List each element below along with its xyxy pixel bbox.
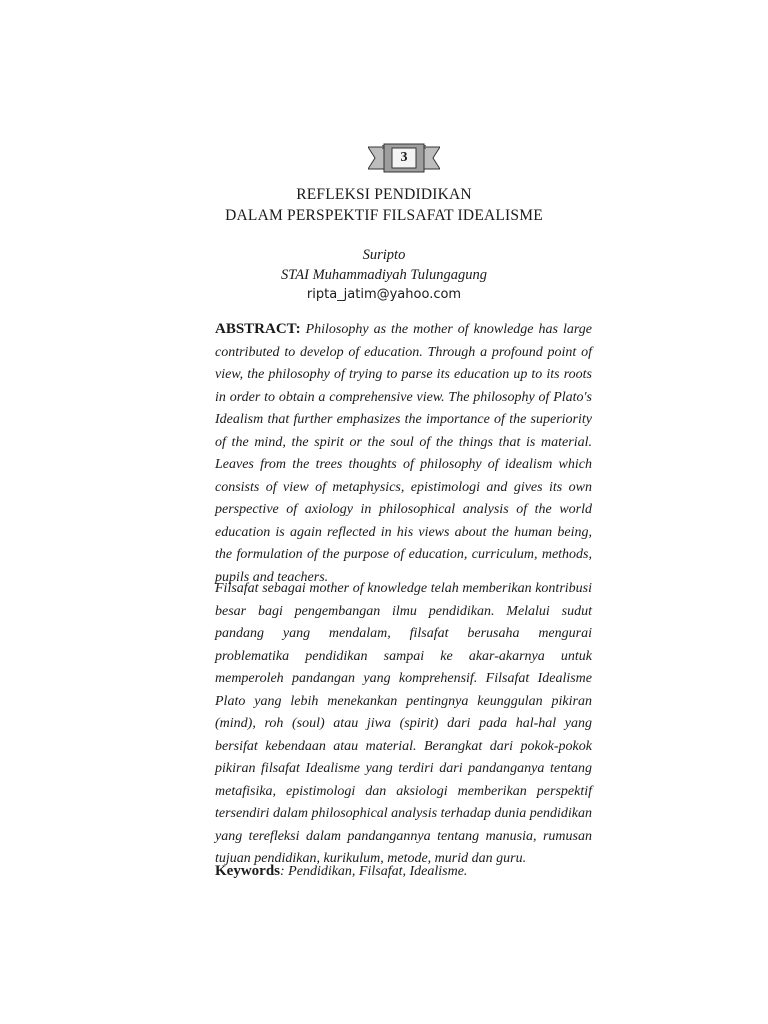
abstract-indonesian	[215, 578, 592, 871]
paper-title	[0, 184, 768, 226]
abstract-indonesian-text: Filsafat sebagai mother of knowledge telah memberikan kontribusi besar bagi pengembangan ilmu pendidikan. Melalui sudut pandang yang mendalam, filsafat berusaha mengurai problematika pendidikan sampai ke akar-akarnya untuk memperoleh pandangan yang komprehensif. Filsafat Idealisme Plato yang lebih menekankan pentingnya keunggulan pikiran (mind), roh (soul) atau jiwa (spirit) dari pada hal-hal yang bersifat kebendaan atau material. Berangkat dari pokok-pokok pikiran filsafat Idealisme yang terdiri dari pandanganya tentang metafisika, epistimologi dan aksiologi memberikan perspektif tersendiri dalam philosophical analysis terhadap dunia pendidikan yang terefleksi dalam pandangannya tentang manusia, rumusan tujuan pendidikan, kurikulum, metode, murid dan guru.	[215, 581, 592, 866]
title-line-2: DALAM PERSPEKTIF FILSAFAT IDEALISME	[225, 207, 543, 224]
abstract-english-text: Philosophy as the mother of knowledge has large contributed to develop of education. Through a profound point of view, the philosophy of trying to parse its education up to its roots in order to obtain a comprehensive view. The philosophy of Plato's Idealism that further emphasizes the importance of the superiority of the mind, the spirit or the soul of the things that is material. Leaves from the trees thoughts of philosophy of idealism which consists of view of metaphysics, epistimologi and gives its own perspective of axiology in philosophical analysis of the world education is again reflected in his views about the human being, the formulation of the purpose of education, curriculum, methods, pupils and teachers.	[215, 322, 592, 585]
keywords-label: Keywords	[215, 863, 280, 879]
keywords-line	[215, 860, 592, 883]
abstract-english	[215, 318, 592, 589]
abstract-label: ABSTRACT:	[215, 321, 301, 337]
author-email: ripta_jatim@yahoo.com	[306, 287, 462, 302]
title-line-1: REFLEKSI PENDIDIKAN	[296, 186, 472, 203]
author-affiliation: STAI Muhammadiyah Tulungagung	[281, 267, 487, 283]
chapter-number: 3	[400, 150, 408, 165]
author-block	[0, 245, 768, 305]
keywords-values: Pendidikan, Filsafat, Idealisme.	[288, 864, 468, 879]
author-name: Suripto	[362, 247, 406, 263]
chapter-ribbon	[368, 142, 440, 174]
keywords-colon: :	[280, 864, 285, 879]
